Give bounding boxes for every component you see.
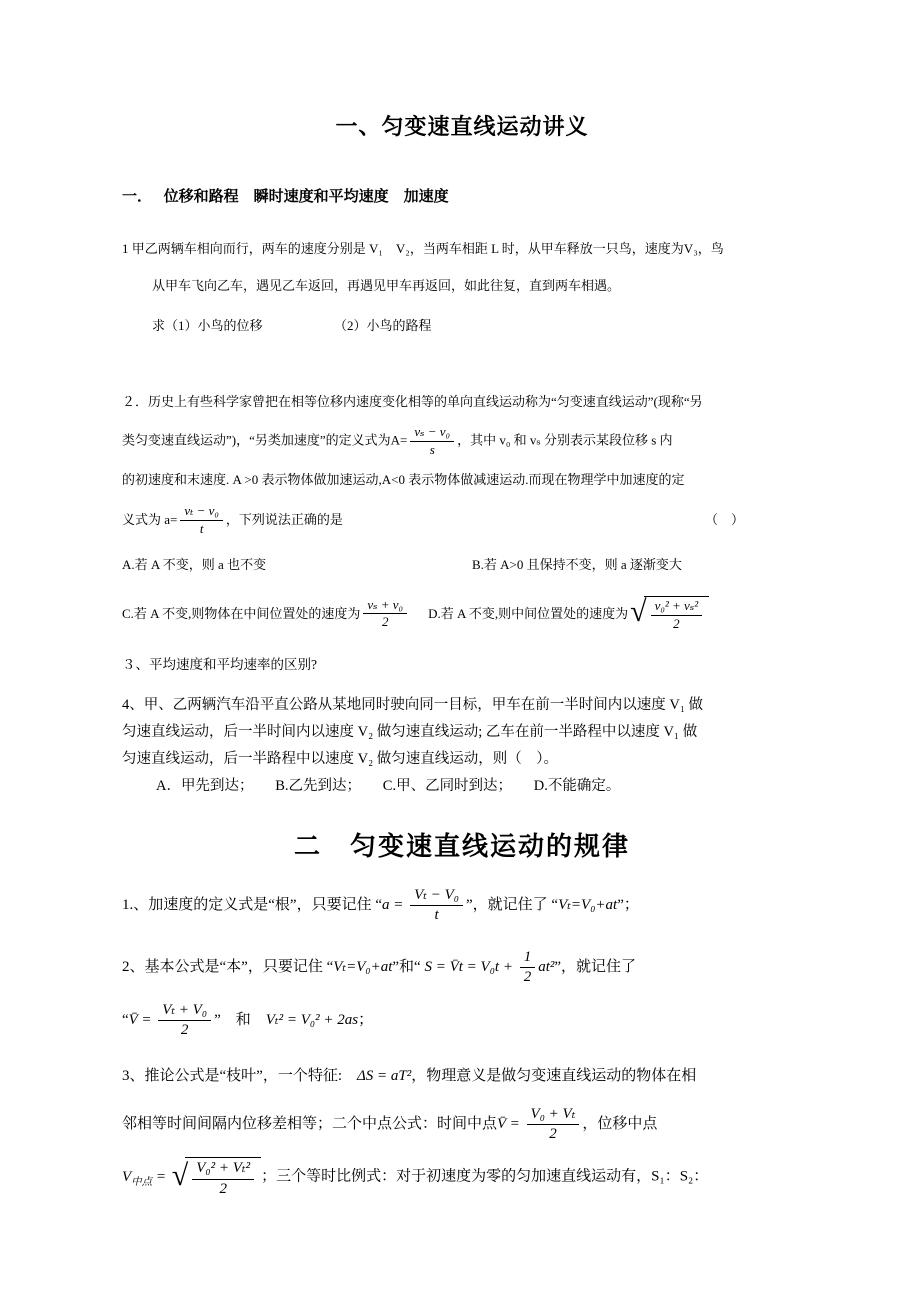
option-a: A.若 A 不变，则 a 也不变	[122, 557, 267, 573]
fraction-vs-plus-v0-over-2	[363, 598, 407, 631]
radical-sign: √	[630, 594, 647, 628]
fraction-denominator: t	[434, 907, 439, 924]
v-midpoint-base: V	[122, 1169, 132, 1186]
section2-title: 二 匀变速直线运动的规律	[293, 831, 630, 862]
v-midpoint-subscript: 中点	[131, 1177, 153, 1189]
rule-1	[122, 887, 802, 925]
fraction-denominator: 2	[549, 1126, 557, 1143]
question-4-line-2: 匀速直线运动，后一半时间内以速度 V₂ 做匀速直线运动; 乙车在前一半路程中以速度 V₁ 做	[122, 724, 698, 741]
section2-rules	[122, 887, 802, 1198]
fraction-numerator: 1	[520, 949, 536, 968]
rule-2-line-2	[122, 1002, 802, 1040]
document-title: 一、匀变速直线运动讲义	[335, 114, 589, 139]
radicand	[185, 1157, 261, 1198]
text-run: ，位移中点	[582, 1116, 658, 1133]
question-2-line-4	[122, 504, 802, 537]
fraction-numerator: V₀ + Vₜ	[527, 1106, 580, 1125]
text-run: 1.、加速度的定义式是“根”，只要记住 “	[122, 897, 382, 914]
text-run: ；三个等时比例式：对于初速度为零的匀加速直线运动有，S₁：S₂：	[261, 1169, 709, 1186]
square-root	[172, 1157, 261, 1198]
math-run: Vₜ=V₀+at	[558, 897, 618, 914]
section1-heading: 一． 位移和路程 瞬时速度和平均速度 加速度	[122, 188, 449, 205]
text-run: ”；	[617, 897, 639, 914]
fraction-numerator: Vₜ − V₀	[410, 887, 463, 906]
option-d: D.若 A 不变,则中间位置处的速度为	[428, 606, 629, 622]
math-run: Vₜ² = V₀² + 2as	[265, 1012, 359, 1029]
question-2-options-ab	[122, 556, 802, 574]
text-run: ，物理意义是做匀变速直线运动的物体在相	[411, 1067, 697, 1084]
fraction-numerator: vₛ − v₀	[410, 425, 454, 442]
question-4-line-3: 匀速直线运动，后一半路程中以速度 V₂ 做匀速直线运动，则（ ）。	[122, 751, 559, 768]
text-run: ；	[358, 1012, 374, 1029]
math-run: V̄ =	[128, 1012, 156, 1029]
question-4	[122, 692, 802, 800]
text-run: 3、推论公式是“枝叶”，一个特征:	[122, 1067, 357, 1084]
option-b: B.若 A>0 且保持不变，则 a 逐渐变大	[472, 557, 682, 573]
question-4-line-1: 4、甲、乙两辆汽车沿平直公路从某地同时驶向同一目标，甲车在前一半时间内以速度 V₁ 做	[122, 697, 704, 714]
square-root	[630, 596, 709, 632]
fraction-denominator: 2	[180, 1022, 189, 1039]
math-run	[122, 1169, 170, 1189]
radicand	[644, 596, 710, 632]
text-run: 义式为 a=	[122, 512, 178, 528]
text-run: ，其中 v₀ 和 vₛ 分别表示某段位移 s 内	[457, 432, 673, 448]
text-run: ”，就记住了 “	[465, 897, 559, 914]
fraction-v0sq-plus-vssq-over-2	[651, 599, 703, 632]
rule-3-line-2	[122, 1106, 802, 1144]
question-1	[122, 240, 802, 335]
rule-3-line-3	[122, 1157, 802, 1198]
rule-2-line-1	[122, 949, 802, 987]
math-run: at²	[538, 958, 555, 975]
text-run: “	[122, 1012, 129, 1029]
question-1-line-3: 求（1）小鸟的位移 （2）小鸟的路程	[152, 318, 432, 334]
fraction-denominator: s	[429, 442, 435, 458]
fraction-vt-minus-v0-over-t	[180, 504, 223, 537]
fraction-numerator: v₀² + vₛ²	[651, 599, 703, 616]
fraction-numerator: vₛ + v₀	[363, 598, 407, 615]
question-2-line-1: ２．历史上有些科学家曾把在相等位移内速度变化相等的单向直线运动称为“匀变速直线运动”(现称“另	[122, 393, 703, 409]
math-run: ΔS = aT²	[357, 1067, 412, 1084]
fraction-V0sq-plus-Vtsq-over-2	[192, 1160, 254, 1198]
fraction-numerator: V₀² + Vₜ²	[192, 1160, 254, 1179]
option-c: C.若 A 不变,则物体在中间位置处的速度为	[122, 606, 361, 622]
math-run: Vₜ=V₀+at	[333, 958, 393, 975]
fraction-denominator: 2	[219, 1180, 227, 1197]
equals-sign: =	[152, 1169, 170, 1186]
fraction-denominator: 2	[673, 615, 680, 631]
question-2	[122, 393, 802, 632]
math-run: S = V̄t = V₀t +	[424, 958, 517, 975]
fraction-vs-minus-v0-over-s	[410, 425, 454, 458]
rule-3-line-1	[122, 1066, 802, 1086]
text-run: 邻相等时间间隔内位移差相等；二个中点公式：时间中点	[122, 1116, 498, 1133]
fraction-numerator: vₜ − v₀	[180, 504, 223, 521]
math-run: V̄ =	[497, 1116, 524, 1133]
question-3: ３、平均速度和平均速率的区别?	[122, 656, 317, 672]
text-run: 2、基本公式是“本”，只要记住 “	[122, 958, 334, 975]
question-4-options: A．甲先到达； B.乙先到达； C.甲、乙同时到达； D.不能确定。	[156, 778, 621, 795]
question-2-line-3: 的初速度和末速度. A >0 表示物体做加速运动,A<0 表示物体做减速运动.而现在物理学中加速度的定	[122, 472, 685, 488]
question-1-line-2: 从甲车飞向乙车，遇见乙车返回，再遇见甲车再返回，如此往复，直到两车相遇。	[152, 277, 621, 293]
question-2-options-cd	[122, 596, 802, 632]
text-run: ”和“	[392, 958, 425, 975]
fraction-V0-plus-Vt-over-2	[527, 1106, 580, 1144]
text-run: ，下列说法正确的是	[225, 512, 343, 528]
fraction-denominator: 2	[523, 968, 532, 985]
answer-bracket: （ ）	[704, 512, 744, 528]
question-1-line-1: 1 甲乙两辆车相向而行，两车的速度分别是 V₁ V₂，当两车相距 L 时，从甲车释放一只鸟，速度为V₃，鸟	[122, 241, 724, 256]
fraction-denominator: t	[199, 520, 204, 536]
text-run: ” 和	[214, 1012, 266, 1029]
math-run: a =	[381, 897, 408, 914]
fraction-Vt-minus-V0-over-t	[410, 887, 463, 925]
fraction-one-half	[520, 949, 536, 987]
fraction-numerator: Vₜ + V₀	[158, 1002, 211, 1021]
question-2-line-2	[122, 425, 802, 458]
fraction-Vt-plus-V0-over-2	[158, 1002, 211, 1040]
text-run: ”，就记住了	[554, 958, 637, 975]
radical-sign: √	[171, 1158, 189, 1192]
fraction-denominator: 2	[381, 614, 389, 630]
text-run: 类匀变速直线运动”)，“另类加速度”的定义式为A=	[122, 432, 408, 448]
